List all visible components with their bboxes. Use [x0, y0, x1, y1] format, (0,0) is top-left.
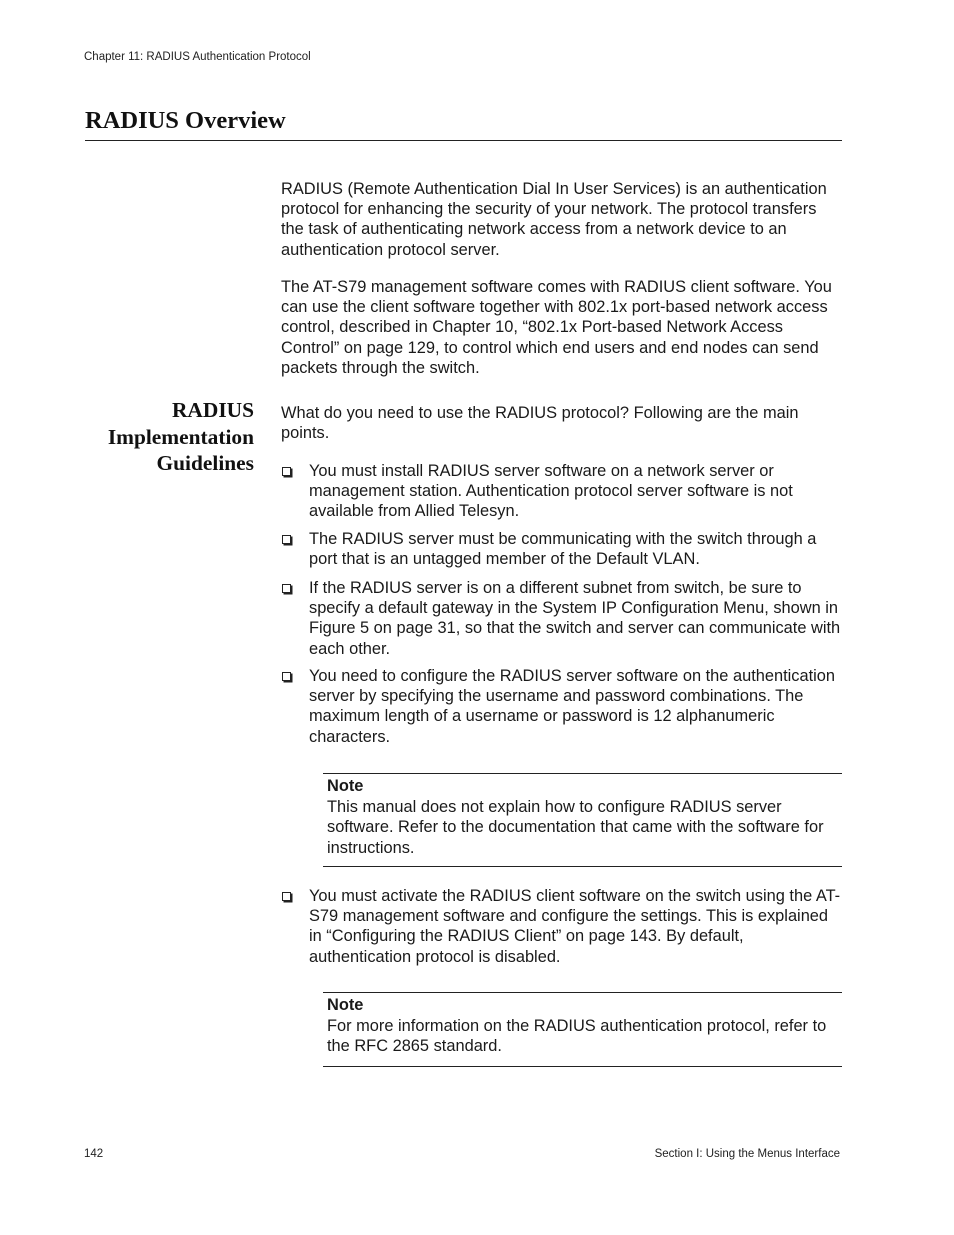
list-item — [281, 461, 843, 522]
list-item — [281, 529, 843, 569]
checkbox-bullet-icon — [282, 535, 291, 544]
list-item-text: You must activate the RADIUS client software on the switch using the AT-S79 management software and configure the settings. This is explained in “Configuring the RADIUS Client” on page 143. By default, authentication protocol is disabled. — [309, 887, 841, 966]
intro-paragraph-1: RADIUS (Remote Authentication Dial In User Services) is an authentication protocol for enhancing the security of your network. The protocol transfers the task of authenticating network access from a network device to an authentication protocol server. — [281, 180, 827, 259]
guidelines-heading-line: Implementation — [107, 424, 254, 449]
footer-section-name: Section I: Using the Menus Interface — [654, 1148, 840, 1160]
running-header: Chapter 11: RADIUS Authentication Protocol — [84, 51, 311, 63]
guidelines-lead: What do you need to use the RADIUS protocol? Following are the main points. — [281, 404, 799, 443]
note-box — [323, 992, 842, 1067]
checkbox-bullet-icon — [282, 467, 291, 476]
guidelines-heading — [108, 397, 254, 477]
note-label: Note — [327, 996, 364, 1014]
section-title: RADIUS Overview — [85, 107, 286, 134]
intro-paragraph-2: The AT-S79 management software comes with RADIUS client software. You can use the client software together with 802.1x port-based network access control, described in Chapter 10, “802.1x Port-based Network Access Control” on page 129, to control which end users and end nodes can send packets through the switch. — [281, 278, 832, 377]
list-item-text: You need to configure the RADIUS server software on the authentication server by specifying the username and password combinations. The maximum length of a username or password is 12 alphanumeric characters. — [309, 667, 836, 746]
guidelines-heading-line: Guidelines — [156, 451, 254, 476]
list-item-text: You must install RADIUS server software on a network server or management station. Authentication protocol server software is not available from Allied Telesyn. — [309, 462, 793, 521]
title-divider — [85, 140, 842, 141]
list-item-text: If the RADIUS server is on a different subnet from switch, be sure to specify a default gateway in the System IP Configuration Menu, shown in Figure 5 on page 31, so that the switch and server can communicate with each other. — [309, 579, 841, 658]
list-item — [281, 666, 843, 747]
list-item-text: The RADIUS server must be communicating with the switch through a port that is an untagged member of the Default VLAN. — [309, 530, 817, 569]
note-text: This manual does not explain how to configure RADIUS server software. Refer to the documentation that came with the software for instructions. — [327, 797, 824, 857]
guidelines-heading-line: RADIUS — [171, 398, 254, 422]
checkbox-bullet-icon — [282, 892, 291, 901]
checkbox-bullet-icon — [282, 672, 291, 681]
list-item — [281, 886, 843, 967]
page-number: 142 — [84, 1148, 104, 1160]
list-item — [281, 578, 843, 659]
note-box — [323, 773, 842, 867]
note-label: Note — [327, 777, 364, 795]
note-text: For more information on the RADIUS authentication protocol, refer to the RFC 2865 standard. — [327, 1016, 827, 1055]
checkbox-bullet-icon — [282, 584, 291, 593]
